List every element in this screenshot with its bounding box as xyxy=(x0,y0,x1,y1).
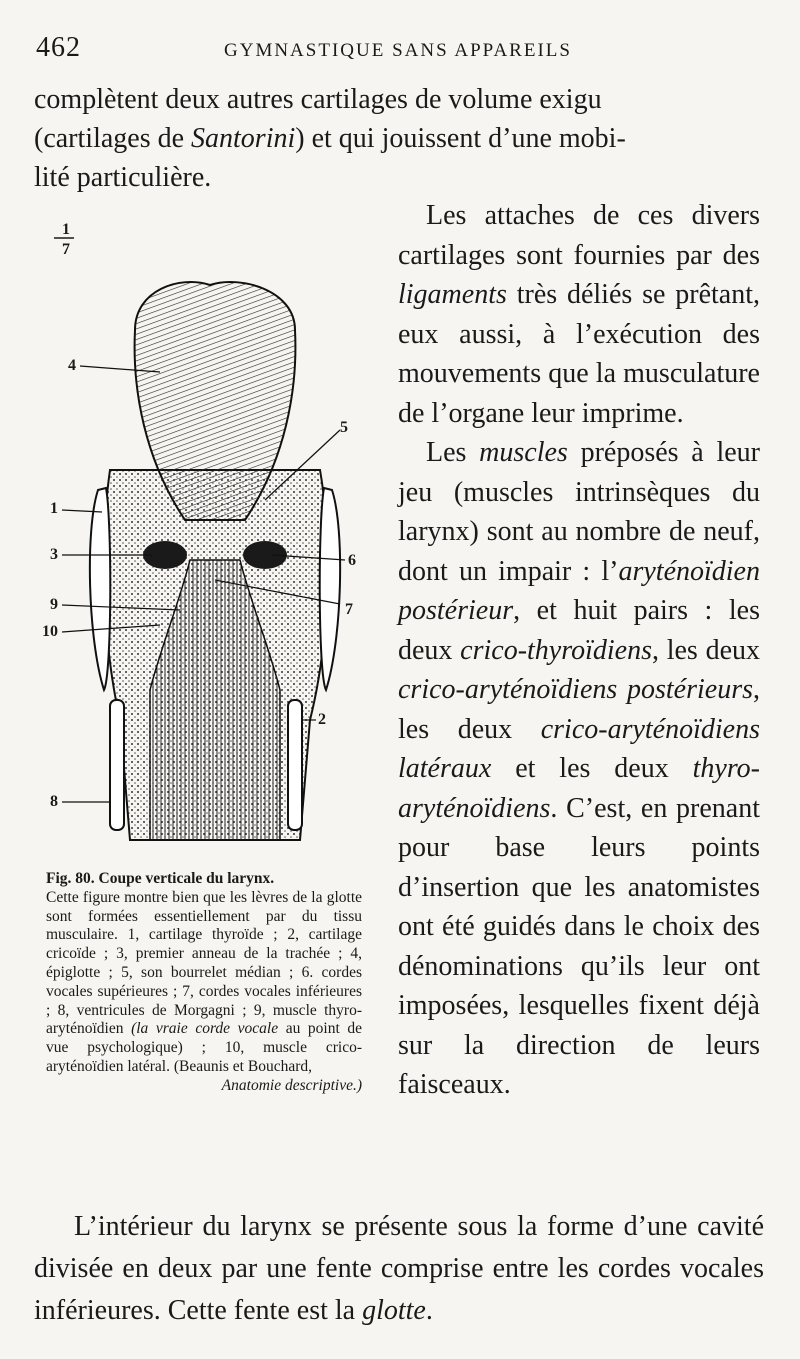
label-7: 7 xyxy=(345,601,353,618)
caption-body: Cette figure montre bien que les lèvres de la glotte sont formées essentiellement par du tissu musculaire. 1, cartilage thyroïde ; 2, cartilage cricoïde ; 3, premier anneau de la trachée ; 4, épiglotte ; 5, son bourrelet médian ; 6. cordes vocales supérieures ; 7, cordes vocales inférieures ; 8, ventricules de Morgagni ; 9, muscle thyro-aryténoïdien (la vraie corde vocale au point de vue psychologique) ; 10, muscle crico-aryténoïdien latéral. (Beaunis et Bouchard, xyxy=(46,888,362,1075)
label-10: 10 xyxy=(42,623,58,640)
running-head: GYMNASTIQUE SANS APPAREILS xyxy=(224,40,572,61)
label-2: 2 xyxy=(318,711,326,728)
label-8: 8 xyxy=(50,793,58,810)
page-header xyxy=(32,28,772,68)
scale-top: 1 xyxy=(62,221,70,238)
bottom-paragraph xyxy=(34,1206,764,1332)
lead-line: lité particulière. xyxy=(34,162,212,193)
right-column-text xyxy=(398,196,760,1105)
paragraph-muscles: Les muscles préposés à leur jeu (muscles intrinsèques du larynx) sont au nombre de neuf, dont un impair : l’aryténoïdien postérieur, et huit pairs : les deux crico-thyroïdiens, les deux crico-aryténoïdiens postérieurs, les deux crico-aryténoïdiens latéraux et les deux thyro-aryténoïdiens. C’est, en prenant pour base leurs points d’insertion que les anatomistes ont été guidés dans le choix des dénominations qu’ils leur ont imposées, lesquelles fixent déjà sur la direction de leurs faisceaux. xyxy=(398,437,760,1100)
paragraph-glotte: L’intérieur du larynx se présente sous la forme d’une cavité divisée en deux par une fente comprise entre les cordes vocales inférieures. Cette fente est la glotte. xyxy=(34,1211,764,1326)
label-6: 6 xyxy=(348,552,356,569)
lead-paragraph xyxy=(34,80,754,197)
label-9: 9 xyxy=(50,596,58,613)
label-1: 1 xyxy=(50,500,58,517)
label-3: 3 xyxy=(50,546,58,563)
page-number: 462 xyxy=(36,32,81,63)
caption-source: Anatomie descriptive.) xyxy=(221,1076,362,1094)
scale-bottom: 7 xyxy=(62,241,70,258)
larynx-illustration xyxy=(40,220,370,860)
figure-caption xyxy=(46,870,362,1096)
paragraph-ligaments: Les attaches de ces divers cartilages sont fournies par des ligaments très déliés se prêtant, eux aussi, à l’exécution des mouvements que la musculature de l’organe leur imprime. xyxy=(398,200,760,429)
label-5: 5 xyxy=(340,419,348,436)
lead-line: (cartilages de Santorini) et qui jouissent d’une mobi- xyxy=(34,123,626,154)
lead-line: complètent deux autres cartilages de volume exigu xyxy=(34,84,602,115)
larynx-figure xyxy=(40,220,370,860)
caption-title: Fig. 80. Coupe verticale du larynx. xyxy=(46,870,275,887)
label-4: 4 xyxy=(68,357,76,374)
